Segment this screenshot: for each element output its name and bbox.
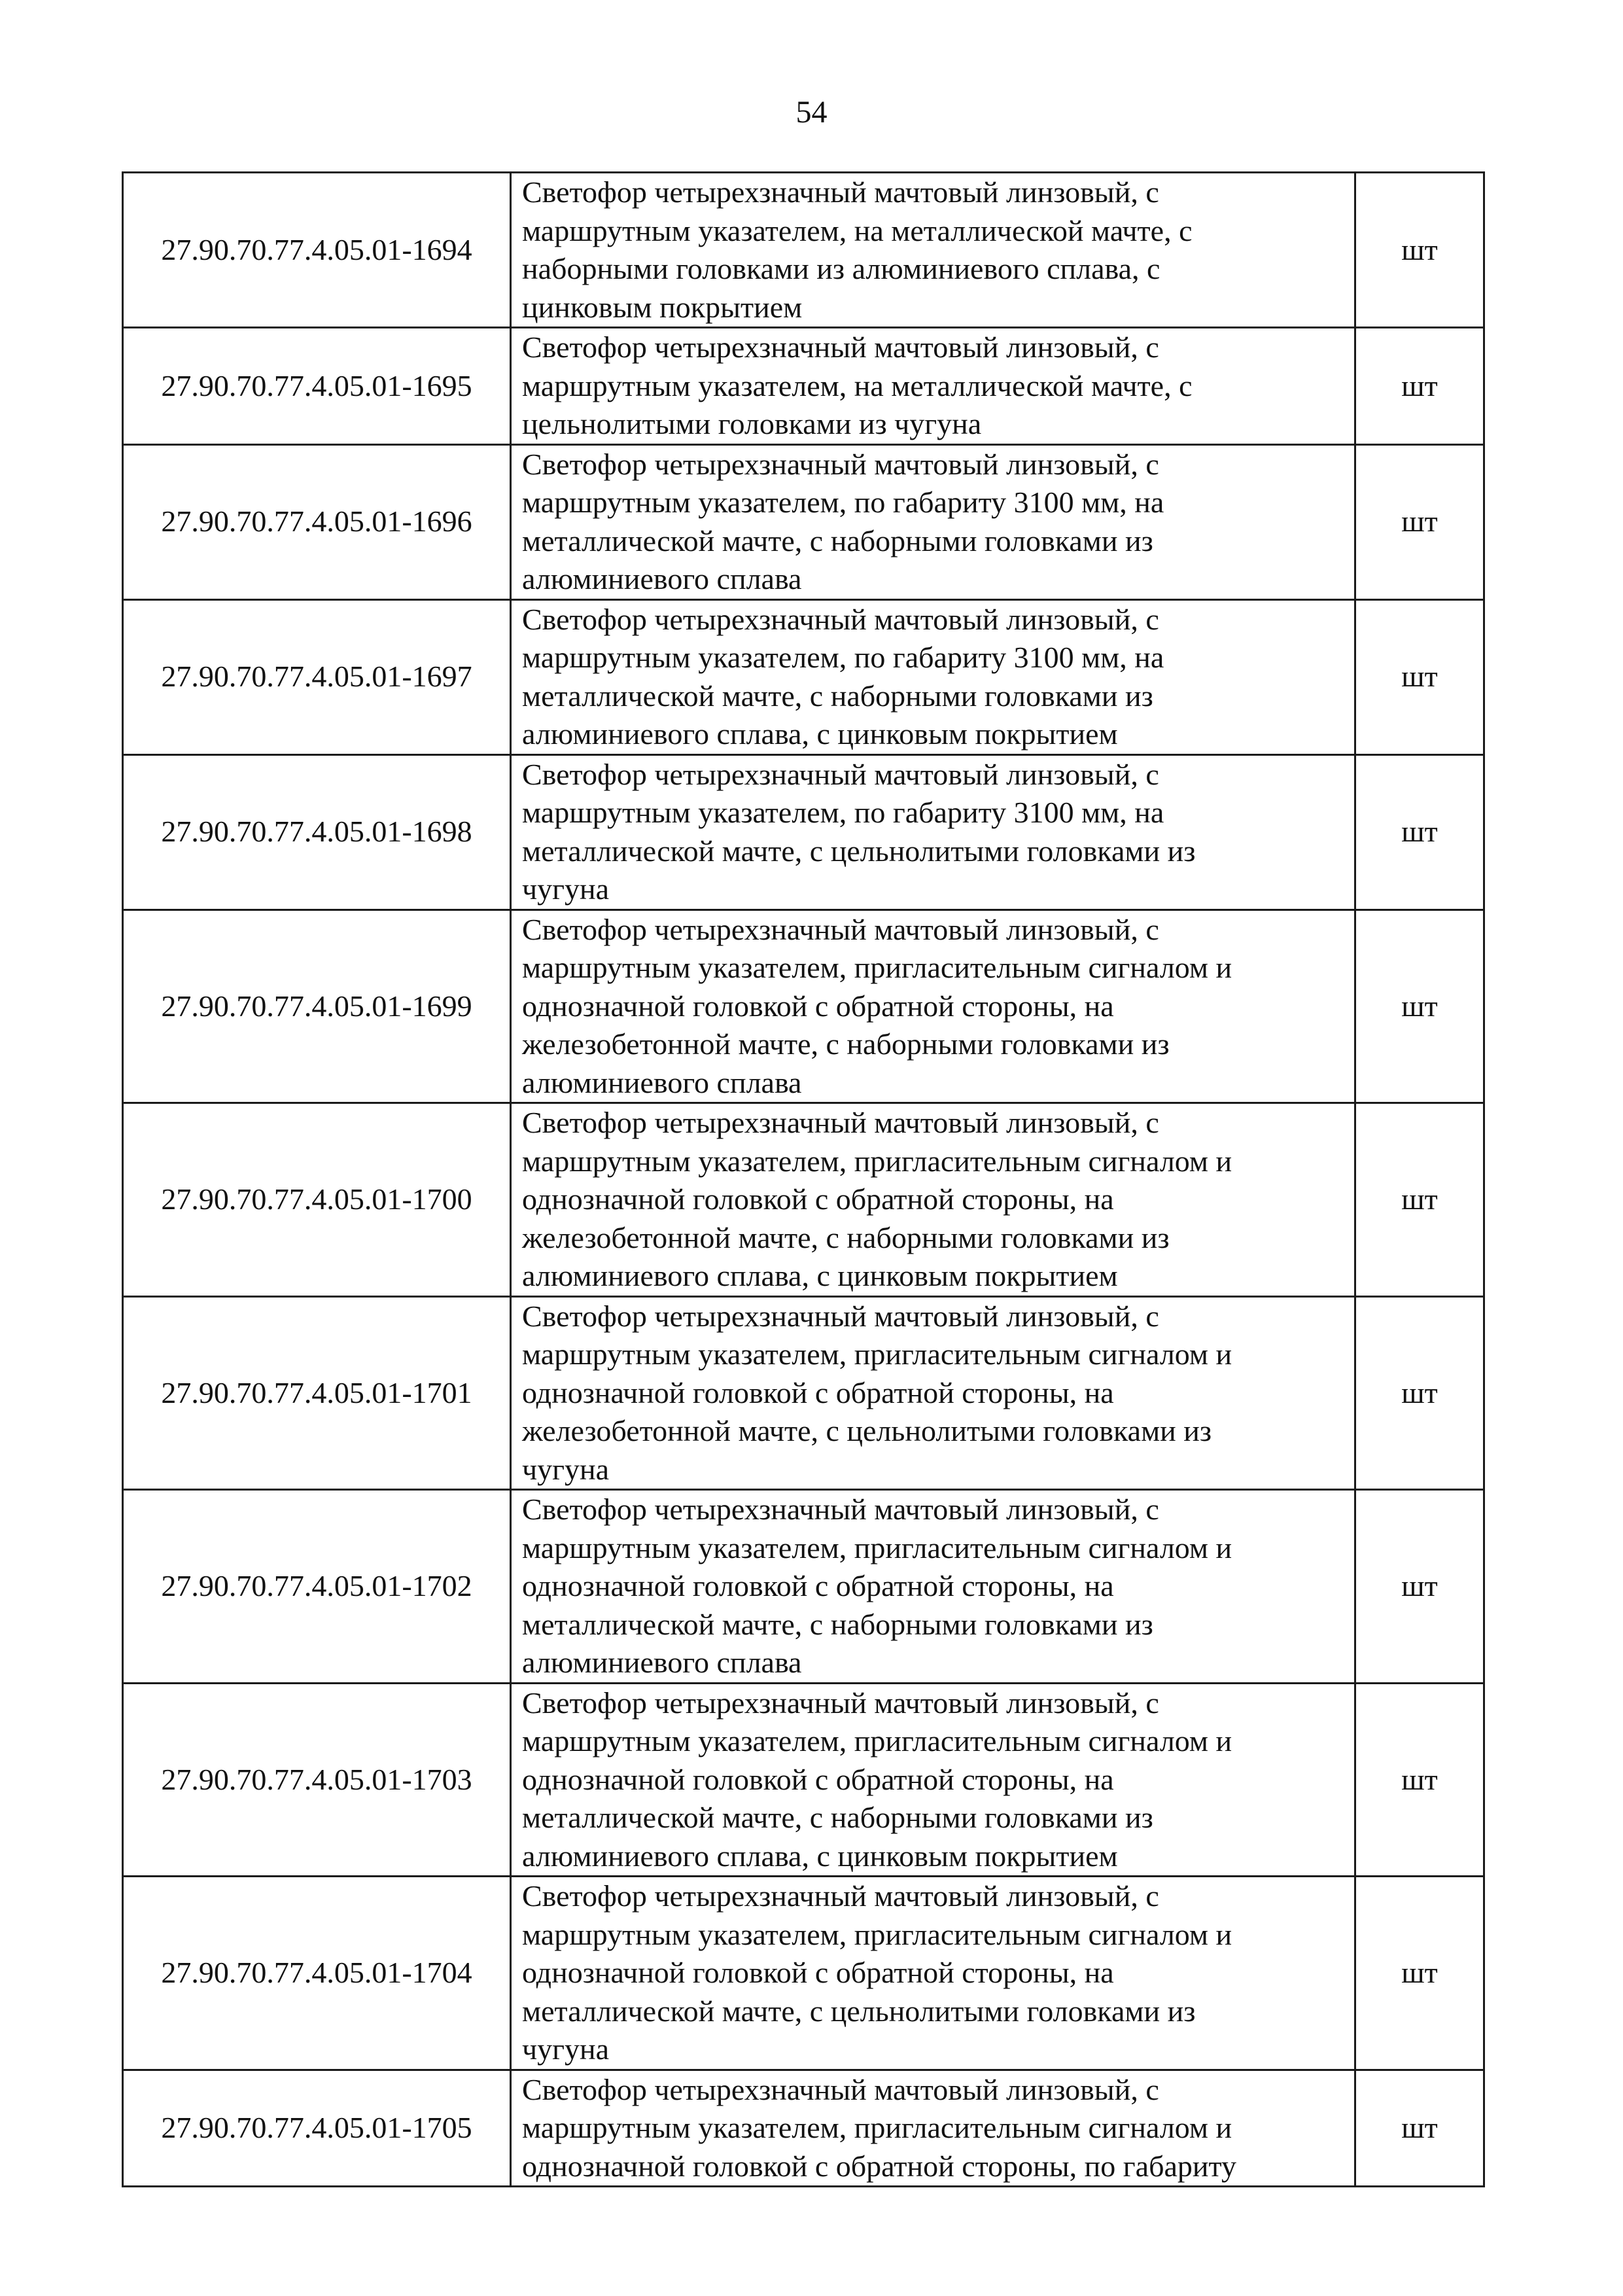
table-row	[123, 444, 1484, 599]
description-line: металлической мачте, с цельнолитыми головками из	[522, 1994, 1196, 2028]
description-line: маршрутным указателем, пригласительным сигналом и	[522, 1337, 1232, 1371]
item-unit-cell: шт	[1355, 2070, 1484, 2187]
description-line: маршрутным указателем, пригласительным сигналом и	[522, 1724, 1232, 1757]
description-line: Светофор четырехзначный мачтовый линзовый, с	[522, 757, 1159, 791]
description-line: наборными головками из алюминиевого сплава, с	[522, 252, 1161, 285]
item-unit-cell: шт	[1355, 910, 1484, 1103]
description-line: Светофор четырехзначный мачтовый линзовый, с	[522, 2072, 1159, 2106]
description-line: металлической мачте, с наборными головками из	[522, 1607, 1153, 1641]
description-line: Светофор четырехзначный мачтовый линзовый, с	[522, 1879, 1159, 1913]
table-row	[123, 1103, 1484, 1297]
description-line: Светофор четырехзначный мачтовый линзовый, с	[522, 1686, 1159, 1720]
description-line: алюминиевого сплава	[522, 1646, 802, 1679]
description-line: Светофор четырехзначный мачтовый линзовый, с	[522, 447, 1159, 481]
item-unit-cell: шт	[1355, 1103, 1484, 1297]
items-table-body	[123, 173, 1484, 2187]
table-row	[123, 328, 1484, 445]
description-line: железобетонной мачте, с наборными головками из	[522, 1027, 1170, 1061]
description-line: железобетонной мачте, с наборными головками из	[522, 1220, 1170, 1254]
description-line: чугуна	[522, 1452, 610, 1486]
item-unit-cell: шт	[1355, 1490, 1484, 1684]
description-line: Светофор четырехзначный мачтовый линзовый, с	[522, 1299, 1159, 1333]
description-line: Светофор четырехзначный мачтовый линзовый, с	[522, 602, 1159, 636]
table-row	[123, 1683, 1484, 1877]
table-row	[123, 2070, 1484, 2187]
item-unit-cell: шт	[1355, 1296, 1484, 1490]
item-code-cell: 27.90.70.77.4.05.01-1695	[123, 328, 511, 445]
description-line: маршрутным указателем, пригласительным сигналом и	[522, 1917, 1232, 1951]
description-line: алюминиевого сплава	[522, 562, 802, 595]
description-line: однозначной головкой с обратной стороны, на	[522, 1762, 1114, 1796]
item-code-cell: 27.90.70.77.4.05.01-1700	[123, 1103, 511, 1297]
description-line: маршрутным указателем, пригласительным сигналом и	[522, 1530, 1232, 1564]
item-description-cell	[511, 444, 1355, 599]
item-code-cell: 27.90.70.77.4.05.01-1699	[123, 910, 511, 1103]
table-row	[123, 599, 1484, 754]
description-line: цельнолитыми головками из чугуна	[522, 407, 982, 440]
item-description-cell	[511, 1296, 1355, 1490]
item-description-cell	[511, 910, 1355, 1103]
item-unit-cell: шт	[1355, 754, 1484, 910]
item-code-cell: 27.90.70.77.4.05.01-1703	[123, 1683, 511, 1877]
description-line: Светофор четырехзначный мачтовый линзовый, с	[522, 1492, 1159, 1526]
description-line: железобетонной мачте, с цельнолитыми головками из	[522, 1414, 1212, 1447]
item-unit-cell: шт	[1355, 173, 1484, 328]
table-row	[123, 754, 1484, 910]
description-line: однозначной головкой с обратной стороны, на	[522, 1182, 1114, 1216]
item-description-cell	[511, 173, 1355, 328]
item-unit-cell: шт	[1355, 444, 1484, 599]
description-line: маршрутным указателем, по габариту 3100 мм, на	[522, 796, 1164, 829]
item-unit-cell: шт	[1355, 1683, 1484, 1877]
item-description-cell	[511, 1490, 1355, 1684]
description-line: алюминиевого сплава	[522, 1065, 802, 1099]
description-line: маршрутным указателем, пригласительным сигналом и	[522, 951, 1232, 984]
item-code-cell: 27.90.70.77.4.05.01-1702	[123, 1490, 511, 1684]
description-line: металлической мачте, с цельнолитыми головками из	[522, 834, 1196, 868]
description-line: металлической мачте, с наборными головками из	[522, 1801, 1153, 1834]
item-description-cell	[511, 328, 1355, 445]
description-line: маршрутным указателем, на металлической мачте, с	[522, 213, 1193, 247]
description-line: металлической мачте, с наборными головками из	[522, 679, 1153, 713]
table-row	[123, 1490, 1484, 1684]
item-description-cell	[511, 599, 1355, 754]
item-code-cell: 27.90.70.77.4.05.01-1697	[123, 599, 511, 754]
description-line: маршрутным указателем, по габариту 3100 мм, на	[522, 486, 1164, 519]
description-line: чугуна	[522, 872, 610, 906]
item-description-cell	[511, 1103, 1355, 1297]
description-line: чугуна	[522, 2032, 610, 2066]
item-code-cell: 27.90.70.77.4.05.01-1701	[123, 1296, 511, 1490]
description-line: однозначной головкой с обратной стороны, на	[522, 1375, 1114, 1409]
description-line: однозначной головкой с обратной стороны, по габариту	[522, 2149, 1237, 2183]
description-line: маршрутным указателем, пригласительным сигналом и	[522, 2111, 1232, 2144]
item-description-cell	[511, 1683, 1355, 1877]
item-description-cell	[511, 1877, 1355, 2070]
description-line: алюминиевого сплава, с цинковым покрытием	[522, 717, 1118, 751]
description-line: Светофор четырехзначный мачтовый линзовый, с	[522, 175, 1159, 209]
item-unit-cell: шт	[1355, 1877, 1484, 2070]
table-row	[123, 173, 1484, 328]
description-line: маршрутным указателем, по габариту 3100 мм, на	[522, 641, 1164, 674]
description-line: алюминиевого сплава, с цинковым покрытием	[522, 1259, 1118, 1292]
description-line: металлической мачте, с наборными головками из	[522, 523, 1153, 557]
item-code-cell: 27.90.70.77.4.05.01-1704	[123, 1877, 511, 2070]
description-line: однозначной головкой с обратной стороны, на	[522, 989, 1114, 1023]
item-description-cell	[511, 754, 1355, 910]
item-code-cell: 27.90.70.77.4.05.01-1696	[123, 444, 511, 599]
table-row	[123, 1296, 1484, 1490]
table-row	[123, 1877, 1484, 2070]
description-line: Светофор четырехзначный мачтовый линзовый, с	[522, 912, 1159, 946]
item-unit-cell: шт	[1355, 328, 1484, 445]
description-line: цинковым покрытием	[522, 290, 803, 324]
item-code-cell: 27.90.70.77.4.05.01-1705	[123, 2070, 511, 2187]
description-line: однозначной головкой с обратной стороны, на	[522, 1956, 1114, 1989]
description-line: алюминиевого сплава, с цинковым покрытием	[522, 1839, 1118, 1873]
item-code-cell: 27.90.70.77.4.05.01-1694	[123, 173, 511, 328]
item-code-cell: 27.90.70.77.4.05.01-1698	[123, 754, 511, 910]
description-line: маршрутным указателем, на металлической мачте, с	[522, 368, 1193, 402]
description-line: Светофор четырехзначный мачтовый линзовый, с	[522, 330, 1159, 364]
item-description-cell	[511, 2070, 1355, 2187]
description-line: однозначной головкой с обратной стороны, на	[522, 1569, 1114, 1602]
page-number: 54	[795, 95, 828, 130]
table-row	[123, 910, 1484, 1103]
description-line: Светофор четырехзначный мачтовый линзовый, с	[522, 1106, 1159, 1139]
item-unit-cell: шт	[1355, 599, 1484, 754]
description-line: маршрутным указателем, пригласительным сигналом и	[522, 1144, 1232, 1178]
items-table	[122, 171, 1485, 2187]
